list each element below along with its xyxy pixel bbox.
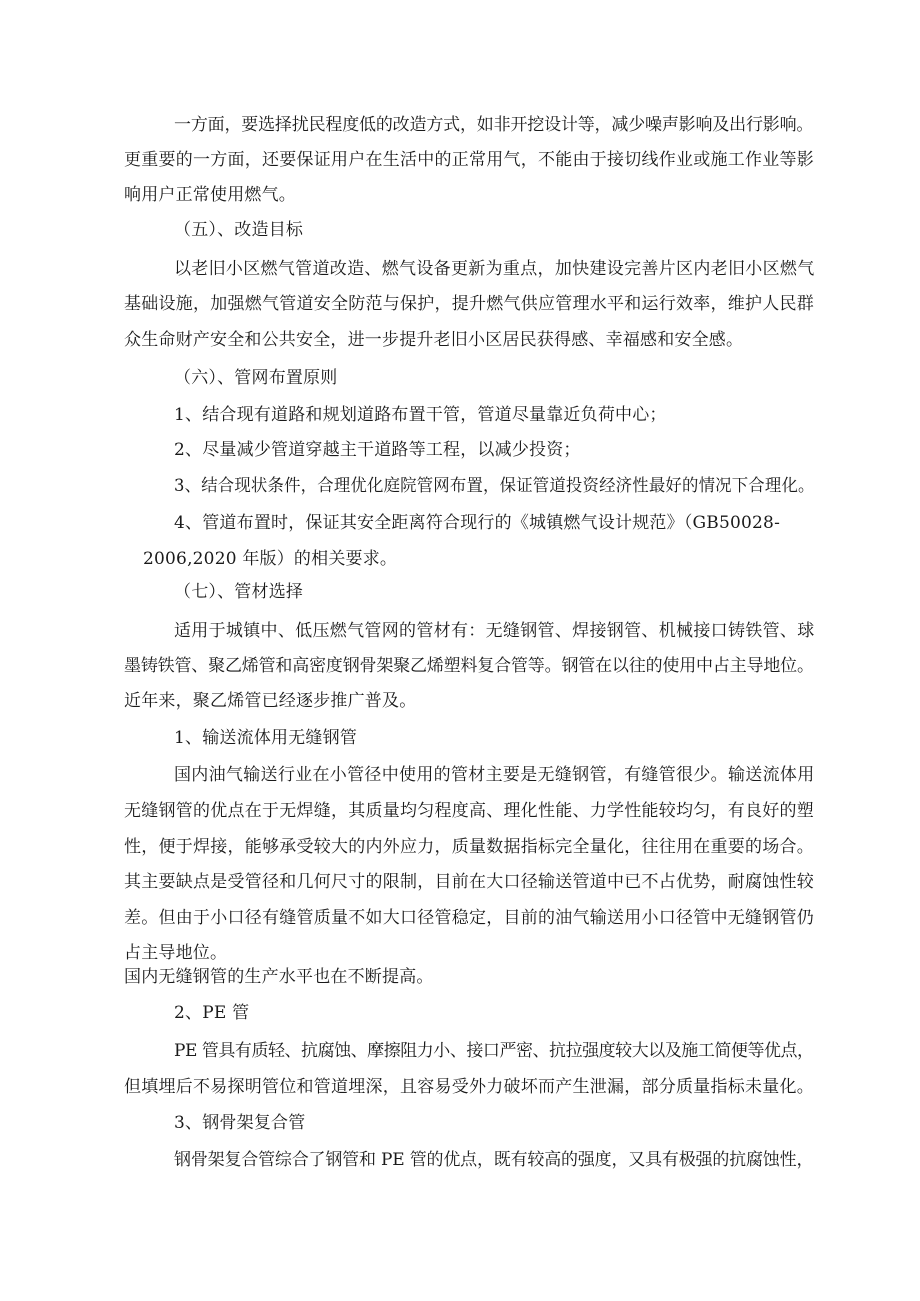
section-heading-5: （五）、改造目标 [174, 220, 304, 240]
text-line: 钢骨架复合管综合了钢管和 PE 管的优点，既有较高的强度，又具有极强的抗腐蚀性， [174, 1150, 814, 1170]
text-line: 2006,2020 年版）的相关要求。 [143, 549, 398, 569]
section-heading-7: （七）、管材选择 [174, 582, 304, 602]
text-line: 差。但由于小口径有缝管质量不如大口径管稳定，目前的油气输送用小口径管中无缝钢管仍 [124, 908, 815, 928]
subsection-heading: 1、输送流体用无缝钢管 [174, 728, 358, 748]
list-item: 4、管道布置时，保证其安全距离符合现行的《城镇燃气设计规范》（GB50028- [174, 513, 781, 533]
text-line: 一方面，要选择扰民程度低的改造方式，如非开挖设计等，减少噪声影响及出行影响。 [174, 115, 814, 135]
list-item: 2、尽量减少管道穿越主干道路等工程，以减少投资； [174, 440, 581, 460]
text-line: 国内无缝钢管的生产水平也在不断提高。 [124, 967, 434, 987]
text-line: 响用户正常使用燃气。 [124, 185, 296, 205]
list-item: 1、结合现有道路和规划道路布置干管，管道尽量靠近负荷中心； [174, 405, 667, 425]
subsection-heading: 3、钢骨架复合管 [174, 1113, 306, 1133]
text-line: 以老旧小区燃气管道改造、燃气设备更新为重点，加快建设完善片区内老旧小区燃气 [174, 259, 815, 279]
text-line: 国内油气输送行业在小管径中使用的管材主要是无缝钢管，有缝管很少。输送流体用 [174, 765, 815, 785]
text-line: 近年来，聚乙烯管已经逐步推广普及。 [124, 691, 417, 711]
text-line: 无缝钢管的优点在于无焊缝，其质量均匀程度高、理化性能、力学性能较均匀，有良好的塑 [124, 801, 815, 821]
subsection-heading: 2、PE 管 [174, 1003, 250, 1023]
text-line: 其主要缺点是受管径和几何尺寸的限制，目前在大口径输送管道中已不占优势，耐腐蚀性较 [124, 872, 815, 892]
text-line: 性，便于焊接，能够承受较大的内外应力，质量数据指标完全量化，往往用在重要的场合。 [124, 837, 815, 857]
text-line: PE 管具有质轻、抗腐蚀、摩擦阻力小、接口严密、抗拉强度较大以及施工简便等优点， [174, 1041, 814, 1061]
section-heading-6: （六）、管网布置原则 [174, 368, 338, 388]
text-line: 墨铸铁管、聚乙烯管和高密度钢骨架聚乙烯塑料复合管等。钢管在以往的使用中占主导地位。 [124, 656, 814, 676]
text-line: 占主导地位。 [124, 943, 228, 963]
text-line: 基础设施，加强燃气管道安全防范与保护，提升燃气供应管理水平和运行效率，维护人民群 [124, 294, 815, 314]
text-line: 适用于城镇中、低压燃气管网的管材有：无缝钢管、焊接钢管、机械接口铸铁管、球 [174, 621, 815, 641]
list-item: 3、结合现状条件，合理优化庭院管网布置，保证管道投资经济性最好的情况下合理化。 [174, 476, 815, 496]
text-line: 但填埋后不易探明管位和管道埋深，且容易受外力破坏而产生泄漏，部分质量指标未量化。 [124, 1077, 815, 1097]
text-line: 众生命财产安全和公共安全，进一步提升老旧小区居民获得感、幸福感和安全感。 [124, 330, 744, 350]
text-line: 更重要的一方面，还要保证用户在生活中的正常用气，不能由于接切线作业或施工作业等影 [124, 150, 815, 170]
